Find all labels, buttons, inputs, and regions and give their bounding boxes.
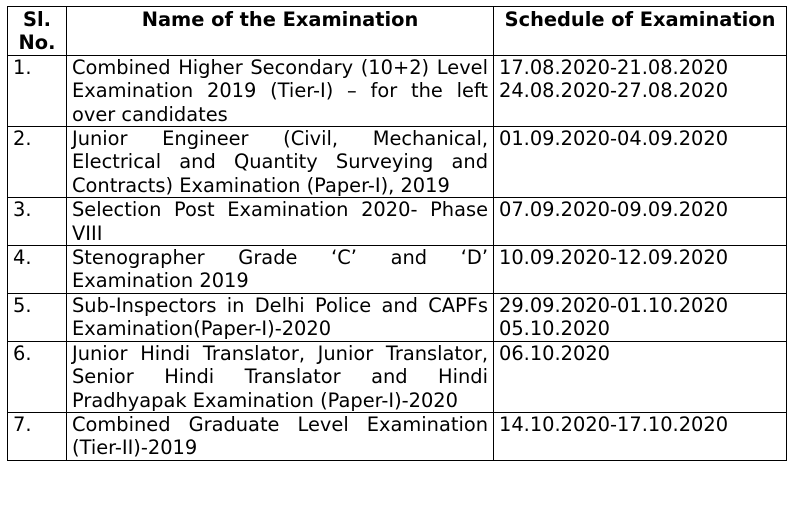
row-sl-no: 4.	[8, 246, 67, 294]
row-schedule	[494, 293, 787, 341]
row-sl-no: 2.	[8, 127, 67, 198]
row-sl-no: 5.	[8, 293, 67, 341]
row-exam-name: Selection Post Examination 2020- Phase VIII	[67, 198, 494, 246]
schedule-date: 29.09.2020-01.10.2020	[499, 293, 729, 317]
row-schedule	[494, 412, 787, 460]
row-sl-no: 1.	[8, 55, 67, 126]
row-sl-no: 7.	[8, 412, 67, 460]
row-exam-name: Junior Engineer (Civil, Mechanical, Electrical and Quantity Surveying and Contracts) Examination (Paper-I), 2019	[67, 127, 494, 198]
table-row	[8, 127, 787, 198]
table-row	[8, 55, 787, 126]
header-sl-no: Sl. No.	[8, 7, 67, 56]
table-row	[8, 198, 787, 246]
row-exam-name: Junior Hindi Translator, Junior Translator, Senior Hindi Translator and Hindi Pradhyapak Examination (Paper-I)-2020	[67, 341, 494, 412]
schedule-date: 17.08.2020-21.08.2020	[499, 55, 729, 79]
row-exam-name: Sub-Inspectors in Delhi Police and CAPFs Examination(Paper-I)-2020	[67, 293, 494, 341]
schedule-date: 06.10.2020	[499, 341, 611, 365]
row-schedule	[494, 127, 787, 198]
row-schedule	[494, 198, 787, 246]
schedule-date: 24.08.2020-27.08.2020	[499, 79, 729, 103]
table-row	[8, 412, 787, 460]
table-row	[8, 293, 787, 341]
schedule-date: 14.10.2020-17.10.2020	[499, 412, 729, 436]
schedule-date: 10.09.2020-12.09.2020	[499, 246, 729, 270]
table-row	[8, 246, 787, 294]
row-exam-name: Combined Graduate Level Examination (Tier-II)-2019	[67, 412, 494, 460]
row-exam-name: Combined Higher Secondary (10+2) Level Examination 2019 (Tier-I) – for the left over candidates	[67, 55, 494, 126]
schedule-date: 05.10.2020	[499, 317, 611, 341]
row-schedule	[494, 246, 787, 294]
table-row	[8, 341, 787, 412]
row-sl-no: 3.	[8, 198, 67, 246]
row-sl-no: 6.	[8, 341, 67, 412]
row-schedule	[494, 55, 787, 126]
table-header-row	[8, 7, 787, 56]
schedule-date: 01.09.2020-04.09.2020	[499, 127, 729, 151]
schedule-date: 07.09.2020-09.09.2020	[499, 198, 729, 222]
exam-schedule-table	[7, 6, 787, 461]
row-exam-name: Stenographer Grade ‘C’ and ‘D’ Examination 2019	[67, 246, 494, 294]
header-exam-name: Name of the Examination	[67, 7, 494, 56]
header-schedule: Schedule of Examination	[494, 7, 787, 56]
row-schedule	[494, 341, 787, 412]
